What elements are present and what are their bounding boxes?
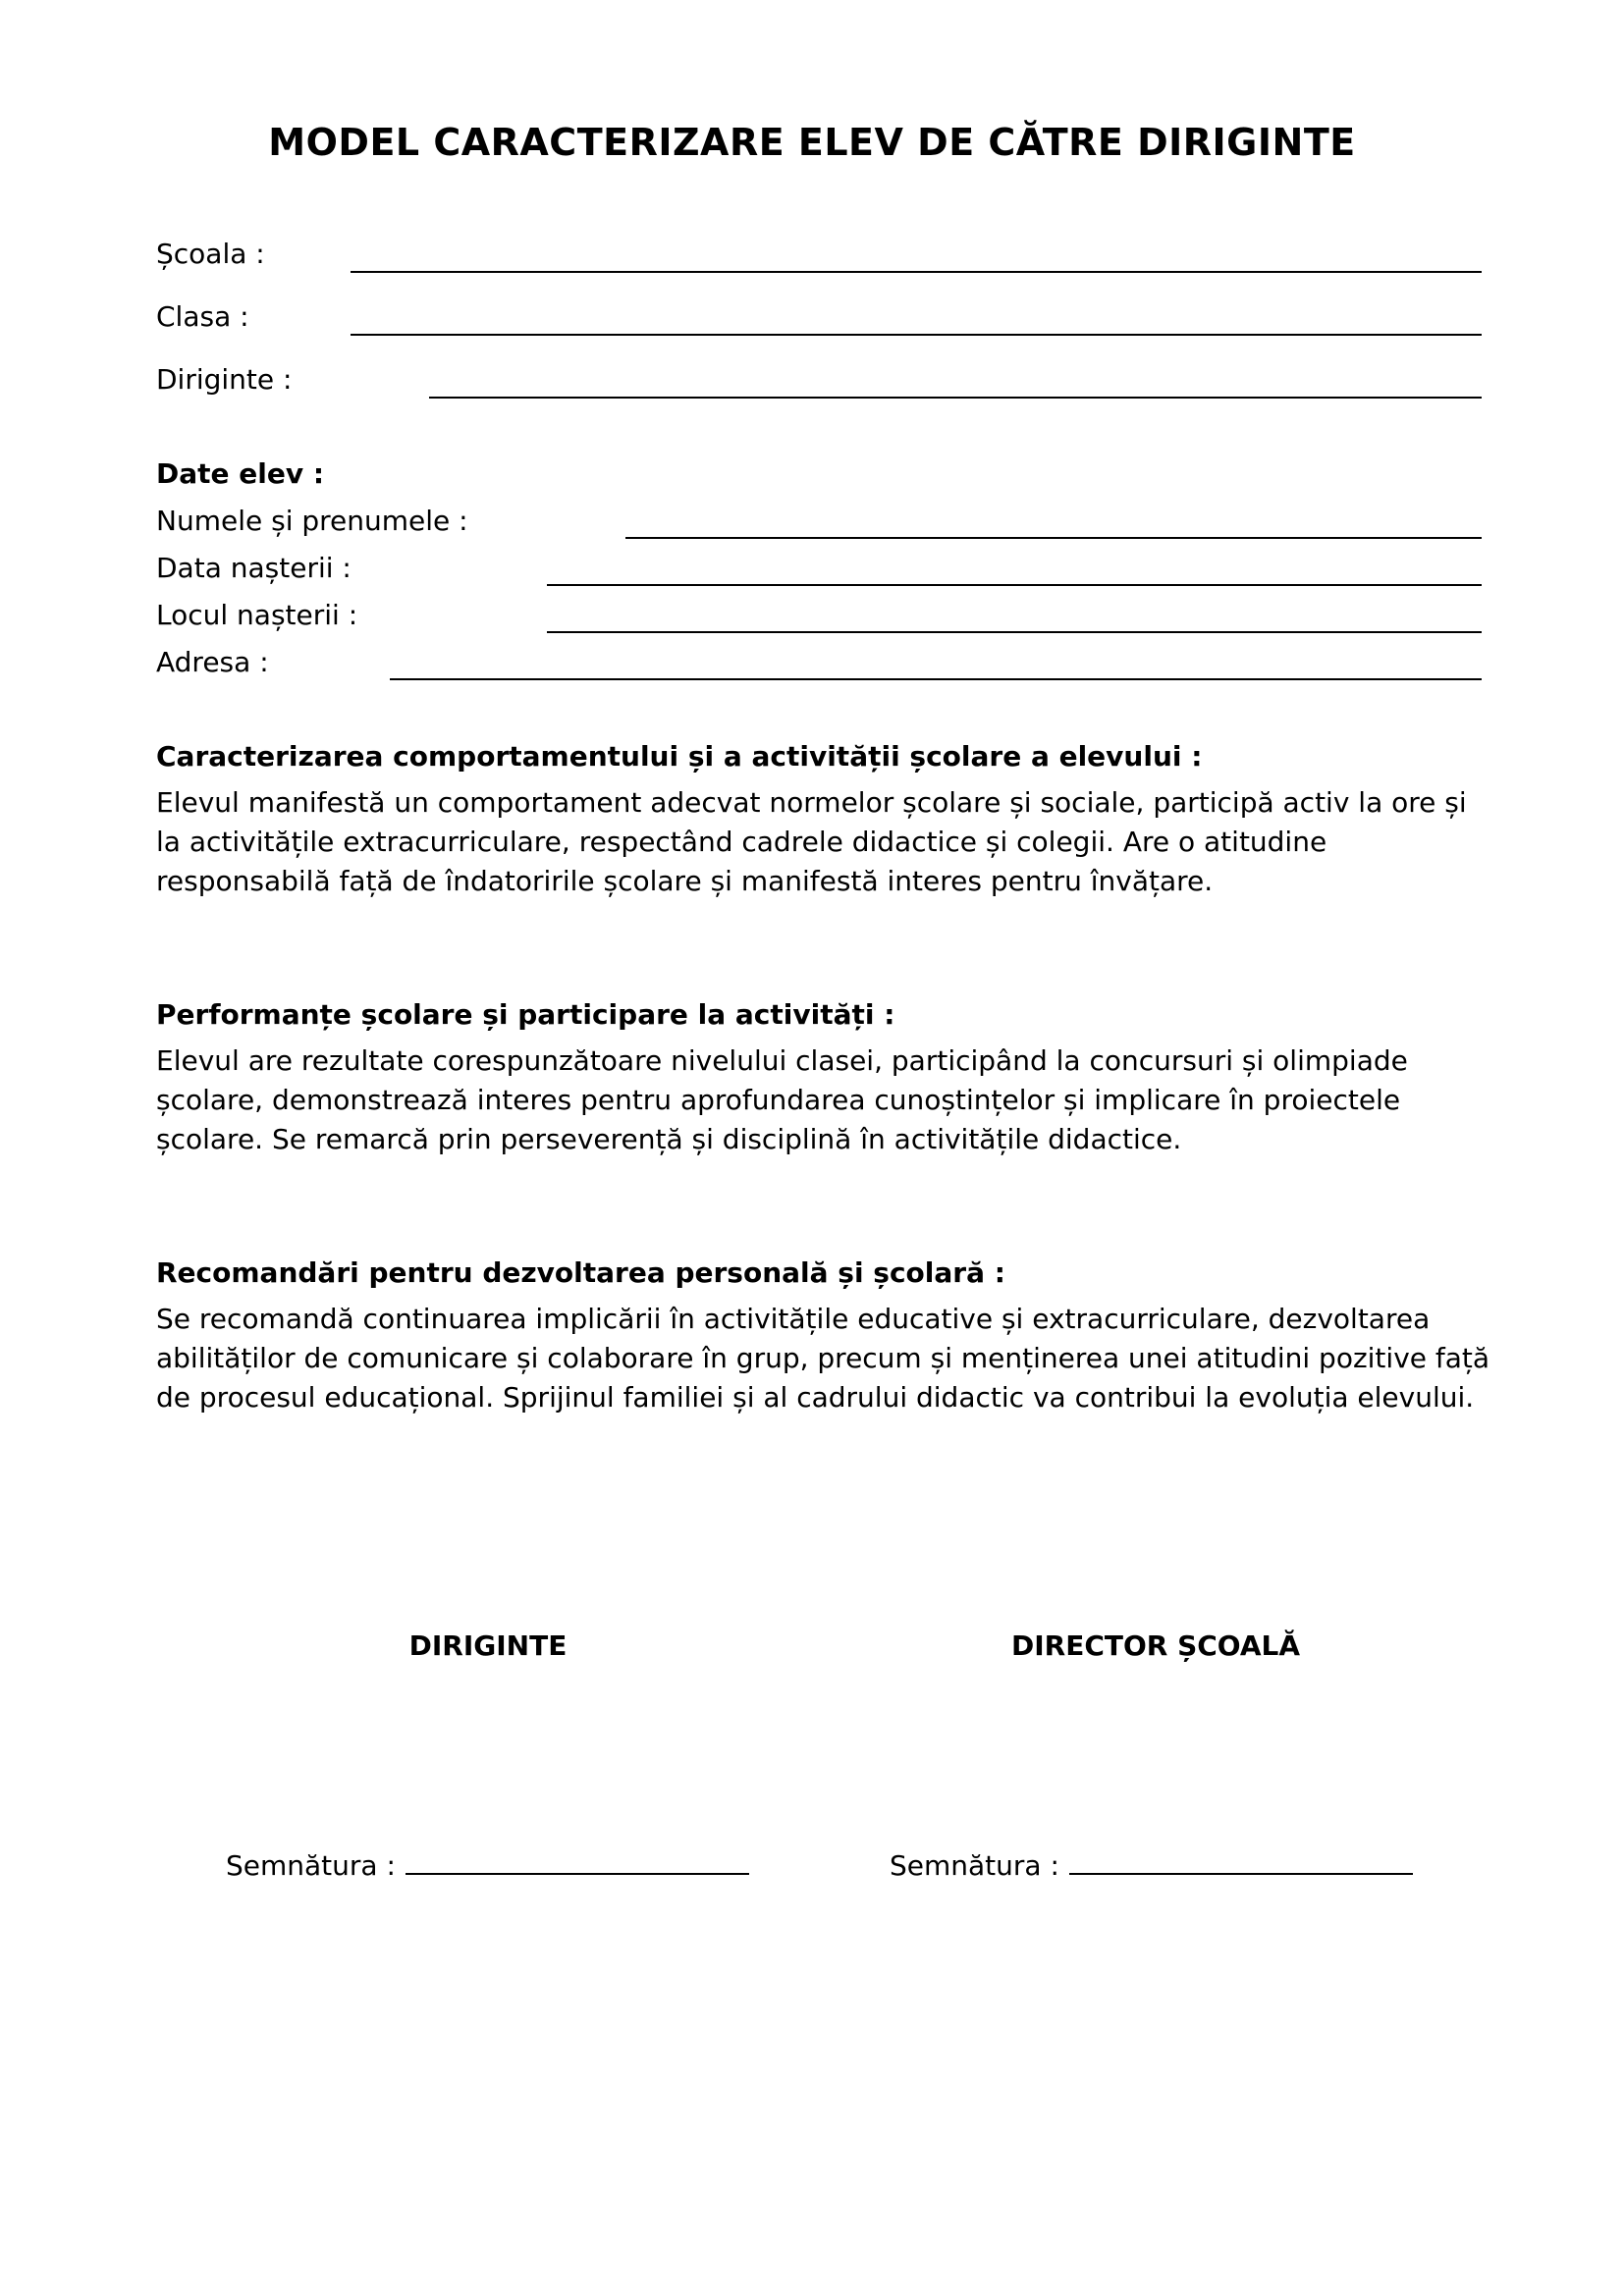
director-signature-label: Semnătura : xyxy=(890,1849,1059,1882)
school-field-line[interactable] xyxy=(351,271,1482,273)
behavior-section-text: Elevul manifestă un comportament adecvat normelor școlare și sociale, participă activ la ore și la activitățile extracurriculare, respectând cadrele didactice și colegii. Are o atitudine responsabilă față de îndatoririle școlare și manifestă interes pentru învățare. xyxy=(156,786,1467,897)
birth-place-field-line[interactable] xyxy=(547,631,1482,633)
class-label: Clasa : xyxy=(156,300,249,333)
director-signature-blank[interactable] xyxy=(1069,1847,1413,1875)
student-name-field-line[interactable] xyxy=(625,537,1482,539)
class-field-line[interactable] xyxy=(351,334,1482,336)
teacher-signature-label: Semnătura : xyxy=(226,1849,396,1882)
address-label: Adresa : xyxy=(156,646,269,678)
teacher-label: Diriginte : xyxy=(156,363,293,396)
school-label: Școala : xyxy=(156,238,265,270)
birth-date-field-line[interactable] xyxy=(547,584,1482,586)
document-title: MODEL CARACTERIZARE ELEV DE CĂTRE DIRIGINTE xyxy=(268,121,1356,164)
director-signature-role: DIRECTOR ȘCOALĂ xyxy=(1010,1629,1301,1662)
teacher-signature-blank[interactable] xyxy=(406,1847,749,1875)
student-data-heading: Date elev : xyxy=(156,457,325,490)
address-field-line[interactable] xyxy=(390,678,1482,680)
student-name-label: Numele și prenumele : xyxy=(156,505,468,537)
behavior-section-heading: Caracterizarea comportamentului și a activității școlare a elevului : xyxy=(156,740,1203,773)
teacher-signature-field xyxy=(226,1847,749,1883)
performance-section-heading: Performanțe școlare și participare la activități : xyxy=(156,998,895,1031)
recommendations-section-text: Se recomandă continuarea implicării în activitățile educative și extracurriculare, dezvoltarea abilităților de comunicare și colaborare în grup, precum și menținerea unei atitudini pozitive față de procesul educațional. Sprijinul familiei și al cadrului didactic va contribui la evoluția elevului. xyxy=(156,1303,1490,1414)
recommendations-section-heading: Recomandări pentru dezvoltarea personală și școlară : xyxy=(156,1256,1005,1289)
performance-section-text: Elevul are rezultate corespunzătoare nivelului clasei, participând la concursuri și olimpiade școlare, demonstrează interes pentru aprofundarea cunoștințelor și implicare în proiectele școlare. Se remarcă prin perseverență și disciplină în activitățile didactice. xyxy=(156,1044,1408,1155)
teacher-signature-role: DIRIGINTE xyxy=(408,1629,568,1662)
birth-place-label: Locul nașterii : xyxy=(156,599,358,631)
teacher-field-line[interactable] xyxy=(429,397,1482,399)
director-signature-field xyxy=(890,1847,1413,1883)
birth-date-label: Data nașterii : xyxy=(156,552,352,584)
